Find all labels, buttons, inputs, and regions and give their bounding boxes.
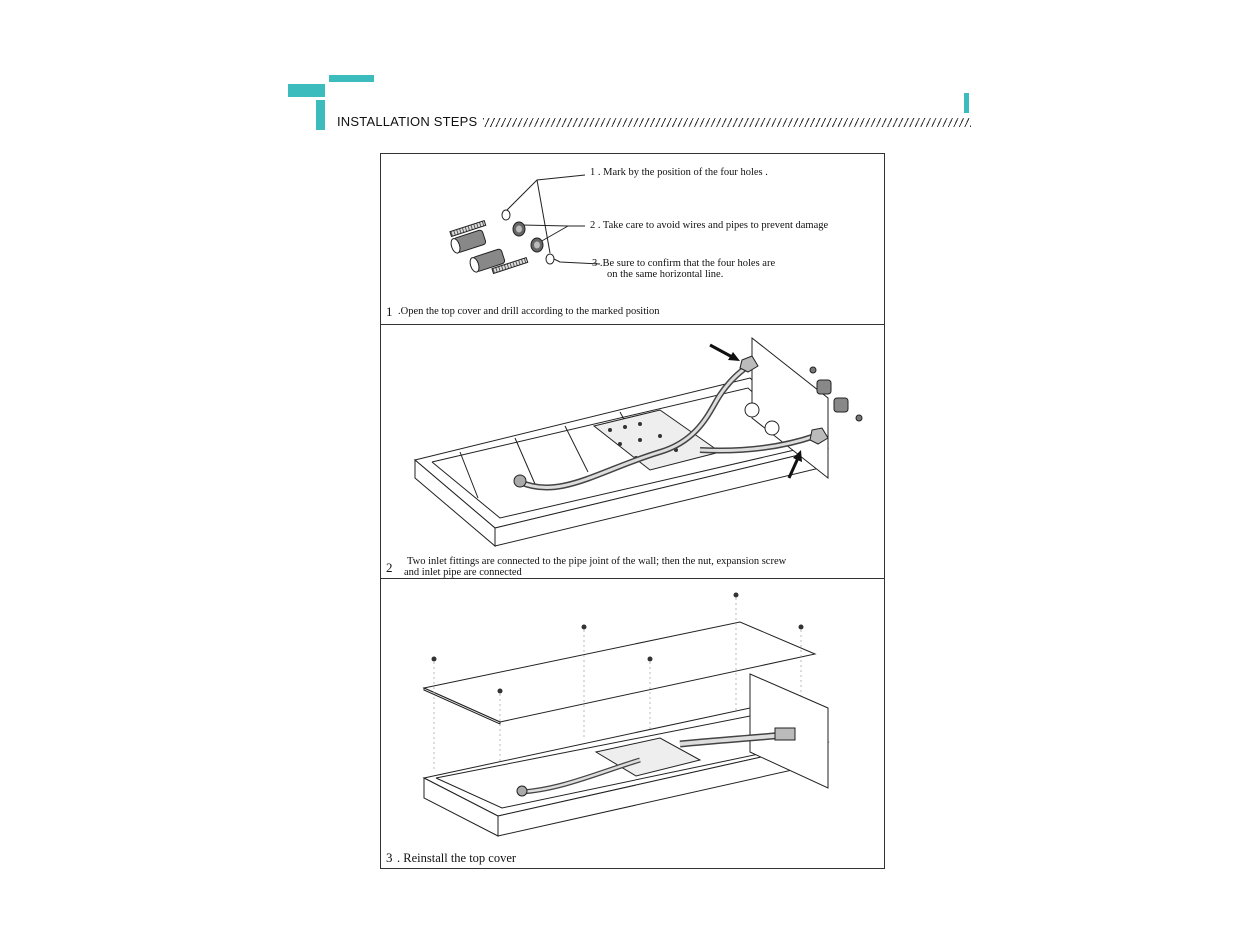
step1-note-1: 1 . Mark by the position of the four holes . (590, 167, 768, 178)
logo-bar-left (288, 84, 325, 97)
logo-bar-top (329, 75, 374, 82)
step1-note-2: 2 . Take care to avoid wires and pipes to prevent damage (590, 220, 829, 231)
step3-caption: . Reinstall the top cover (397, 851, 517, 865)
header-right-accent (964, 93, 969, 113)
step2-caption-line1: Two inlet fittings are connected to the pipe joint of the wall; then the nut, expansion screw (407, 556, 787, 567)
logo-bar-stem (316, 100, 325, 130)
step3-number: 3 (386, 850, 393, 865)
page-title: INSTALLATION STEPS (337, 114, 478, 129)
step2-caption-line2: and inlet pipe are connected (404, 567, 522, 578)
step1-caption: .Open the top cover and drill according to the marked position (398, 306, 660, 317)
panel-divider-2 (380, 578, 885, 579)
step2-number: 2 (386, 560, 393, 575)
step1-note-4: on the same horizontal line. (607, 269, 724, 280)
step1-note-3: 3 .Be sure to confirm that the four holes are (592, 258, 776, 269)
panel-divider-1 (380, 324, 885, 325)
header-hatch-divider (483, 118, 971, 127)
step1-number: 1 (386, 304, 393, 319)
